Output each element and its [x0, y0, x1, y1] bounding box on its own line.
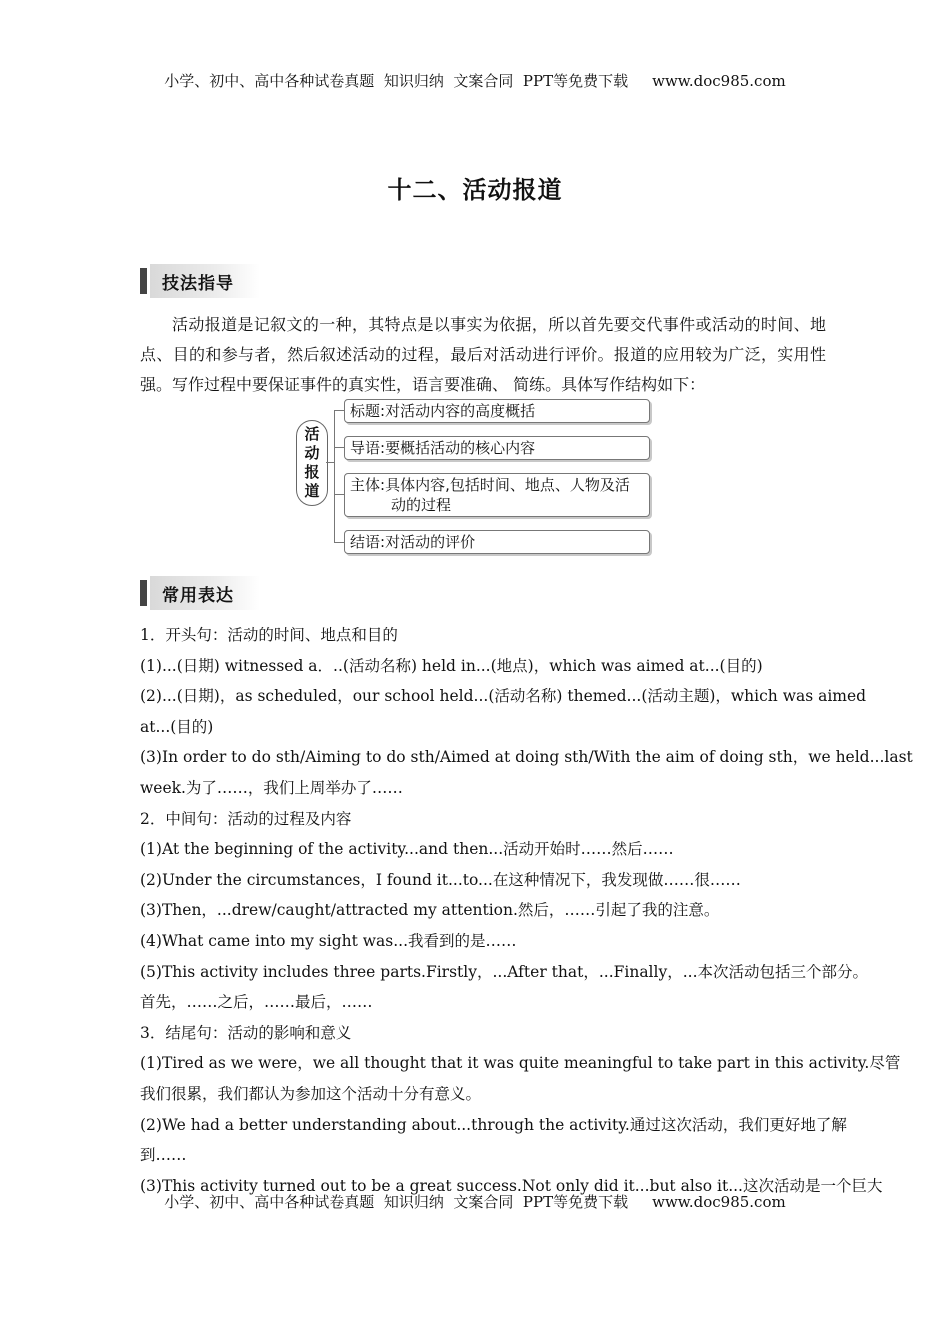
expression-line: 3．结尾句：活动的影响和意义 — [140, 1023, 352, 1042]
diagram-root — [296, 420, 328, 506]
node-text-continued: 动的过程 — [391, 496, 452, 514]
diagram-node-lead: 导语:要概括活动的核心内容 — [344, 436, 650, 460]
expression-line: (4)What came into my sight was...我看到的是…… — [140, 931, 517, 950]
header-text: 小学、初中、高中各种试卷真题 知识归纳 文案合同 PPT等免费下载 — [164, 72, 629, 90]
expression-line: 2．中间句：活动的过程及内容 — [140, 809, 352, 828]
header-url: www.doc985.com — [652, 72, 786, 90]
expression-line: (2)We had a better understanding about...through the activity.通过这次活动，我们更好地了解 — [140, 1115, 847, 1134]
root-char: 道 — [304, 482, 320, 500]
section-heading-expressions — [140, 576, 262, 610]
expression-line: (1)Tired as we were，we all thought that it was quite meaningful to take part in this activity.尽管 — [140, 1054, 901, 1073]
expression-line: (1)At the beginning of the activity...and then...活动开始时……然后…… — [140, 840, 674, 859]
page-title: 十二、活动报道 — [387, 176, 563, 204]
expression-line: (3)Then，...drew/caught/attracted my attention.然后，……引起了我的注意。 — [140, 901, 720, 920]
structure-diagram — [294, 396, 664, 561]
expression-line: (1)...(日期) witnessed a．..(活动名称) held in...(地点)，which was aimed at...(目的) — [140, 656, 763, 675]
section-marker — [140, 580, 147, 606]
diagram-branch — [334, 542, 344, 543]
root-char: 动 — [304, 444, 320, 462]
section-label: 技法指导 — [162, 274, 234, 294]
expression-line: (3)This activity turned out to be a great success.Not only did it...but also it...这次活动是一个巨大 — [140, 1176, 883, 1195]
node-key: 标题 — [350, 402, 381, 420]
expression-line: 1．开头句：活动的时间、地点和目的 — [140, 626, 398, 644]
diagram-trunk — [334, 410, 335, 542]
expression-line: (3)In order to do sth/Aiming to do sth/Aimed at doing sth/With the aim of doing sth，we held...last — [140, 748, 913, 767]
expression-list — [140, 620, 913, 1201]
node-key: 主体 — [350, 476, 381, 494]
page-header — [0, 70, 950, 91]
node-text: 具体内容,包括时间、地点、人物及活 — [385, 476, 630, 494]
node-text: 要概括活动的核心内容 — [385, 439, 536, 457]
expression-line: at...(目的) — [140, 717, 214, 736]
diagram-branch — [334, 410, 344, 411]
root-char: 报 — [304, 463, 320, 481]
intro-paragraph: 活动报道是记叙文的一种，其特点是以事实为依据，所以首先要交代事件或活动的时间、地点、目的和参与者，然后叙述活动的过程，最后对活动进行评价。报道的应用较为广泛，实用性强。写作过程中要保证事件的真实性，语言要准确、 简练。具体写作结构如下： — [140, 315, 826, 394]
diagram-node-body: 主体:具体内容,包括时间、地点、人物及活 动的过程 — [344, 473, 650, 517]
node-key: 导语 — [350, 439, 381, 457]
expression-line: 我们很累，我们都认为参加这个活动十分有意义。 — [140, 1084, 482, 1103]
expression-line: (5)This activity includes three parts.Firstly，...After that，...Finally，...本次活动包括三个部分。 — [140, 962, 869, 981]
expression-line: 到…… — [140, 1146, 187, 1165]
expression-line: week.为了……，我们上周举办了…… — [140, 778, 403, 797]
expression-line: (2)Under the circumstances，I found it...to...在这种情况下，我发现做……很…… — [140, 870, 741, 889]
section-marker — [140, 268, 147, 294]
diagram-connector — [326, 462, 334, 463]
diagram-branch — [334, 494, 344, 495]
expression-line: 首先，……之后，……最后，…… — [140, 993, 373, 1012]
diagram-branch — [334, 447, 344, 448]
node-text: 对活动的评价 — [385, 533, 476, 551]
node-key: 结语 — [350, 533, 381, 551]
diagram-node-conclusion: 结语:对活动的评价 — [344, 530, 650, 554]
footer-url: www.doc985.com — [652, 1193, 786, 1211]
root-char: 活 — [304, 425, 320, 443]
diagram-node-title: 标题:对活动内容的高度概括 — [344, 399, 650, 423]
expression-line: (2)...(日期)，as scheduled，our school held...(活动名称) themed...(活动主题)，which was aimed — [140, 687, 867, 706]
page-footer — [0, 1191, 950, 1212]
section-label: 常用表达 — [162, 586, 234, 606]
section-heading-technique — [140, 264, 262, 298]
footer-text: 小学、初中、高中各种试卷真题 知识归纳 文案合同 PPT等免费下载 — [164, 1193, 629, 1211]
node-text: 对活动内容的高度概括 — [385, 402, 536, 420]
